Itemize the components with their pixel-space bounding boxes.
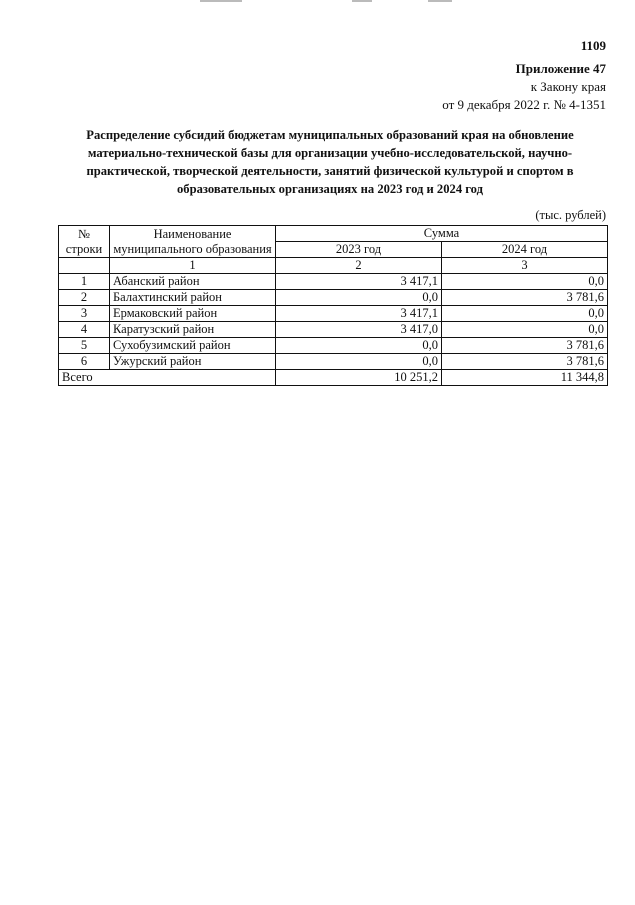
table-row bbox=[59, 322, 608, 338]
municipality-name: Абанский район bbox=[110, 274, 276, 290]
row-number: 3 bbox=[59, 306, 110, 322]
index-cell-empty bbox=[59, 258, 110, 274]
municipality-name: Балахтинский район bbox=[110, 290, 276, 306]
amount-2024: 0,0 bbox=[442, 274, 608, 290]
amount-2023: 3 417,0 bbox=[276, 322, 442, 338]
row-number: 4 bbox=[59, 322, 110, 338]
appendix-block bbox=[442, 60, 606, 114]
index-cell-2024: 3 bbox=[442, 258, 608, 274]
header-2023: 2023 год bbox=[276, 242, 442, 258]
header-2024: 2024 год bbox=[442, 242, 608, 258]
total-row bbox=[59, 370, 608, 386]
amount-2024: 3 781,6 bbox=[442, 338, 608, 354]
amount-2023: 3 417,1 bbox=[276, 274, 442, 290]
municipality-name: Сухобузимский район bbox=[110, 338, 276, 354]
document-title: Распределение субсидий бюджетам муниципальных образований края на обновление материально-технической базы для организации учебно-исследовательской, научно-практической, творческой деятельности, занятий физической культурой и спортом в образовательных организациях на 2023 год и 2024 год bbox=[86, 128, 574, 196]
page-number: 1109 bbox=[580, 38, 606, 53]
amount-2024: 0,0 bbox=[442, 306, 608, 322]
header-municipality: Наименование муниципального образования bbox=[110, 226, 276, 258]
header-row-number: № строки bbox=[59, 226, 110, 258]
table-row bbox=[59, 274, 608, 290]
appendix-law-ref: к Закону края bbox=[530, 79, 606, 94]
scan-top-marks bbox=[0, 0, 635, 4]
amount-2023: 0,0 bbox=[276, 290, 442, 306]
appendix-law-date: от 9 декабря 2022 г. № 4-1351 bbox=[442, 97, 606, 112]
subsidy-table bbox=[58, 225, 608, 386]
row-number: 5 bbox=[59, 338, 110, 354]
row-number: 2 bbox=[59, 290, 110, 306]
amount-2023: 0,0 bbox=[276, 354, 442, 370]
amount-2024: 3 781,6 bbox=[442, 354, 608, 370]
table-row bbox=[59, 290, 608, 306]
municipality-name: Ужурский район bbox=[110, 354, 276, 370]
amount-2024: 3 781,6 bbox=[442, 290, 608, 306]
amount-2024: 0,0 bbox=[442, 322, 608, 338]
total-2024: 11 344,8 bbox=[442, 370, 608, 386]
table-row bbox=[59, 354, 608, 370]
row-number: 6 bbox=[59, 354, 110, 370]
table-row bbox=[59, 338, 608, 354]
row-number: 1 bbox=[59, 274, 110, 290]
municipality-name: Ермаковский район bbox=[110, 306, 276, 322]
total-label: Всего bbox=[59, 370, 110, 386]
index-cell-name: 1 bbox=[110, 258, 276, 274]
appendix-title: Приложение 47 bbox=[515, 61, 606, 76]
table-row bbox=[59, 306, 608, 322]
header-sum: Сумма bbox=[276, 226, 608, 242]
total-spacer bbox=[110, 370, 276, 386]
total-2023: 10 251,2 bbox=[276, 370, 442, 386]
index-cell-2023: 2 bbox=[276, 258, 442, 274]
amount-2023: 3 417,1 bbox=[276, 306, 442, 322]
units-label: (тыс. рублей) bbox=[535, 208, 606, 222]
municipality-name: Каратузский район bbox=[110, 322, 276, 338]
amount-2023: 0,0 bbox=[276, 338, 442, 354]
